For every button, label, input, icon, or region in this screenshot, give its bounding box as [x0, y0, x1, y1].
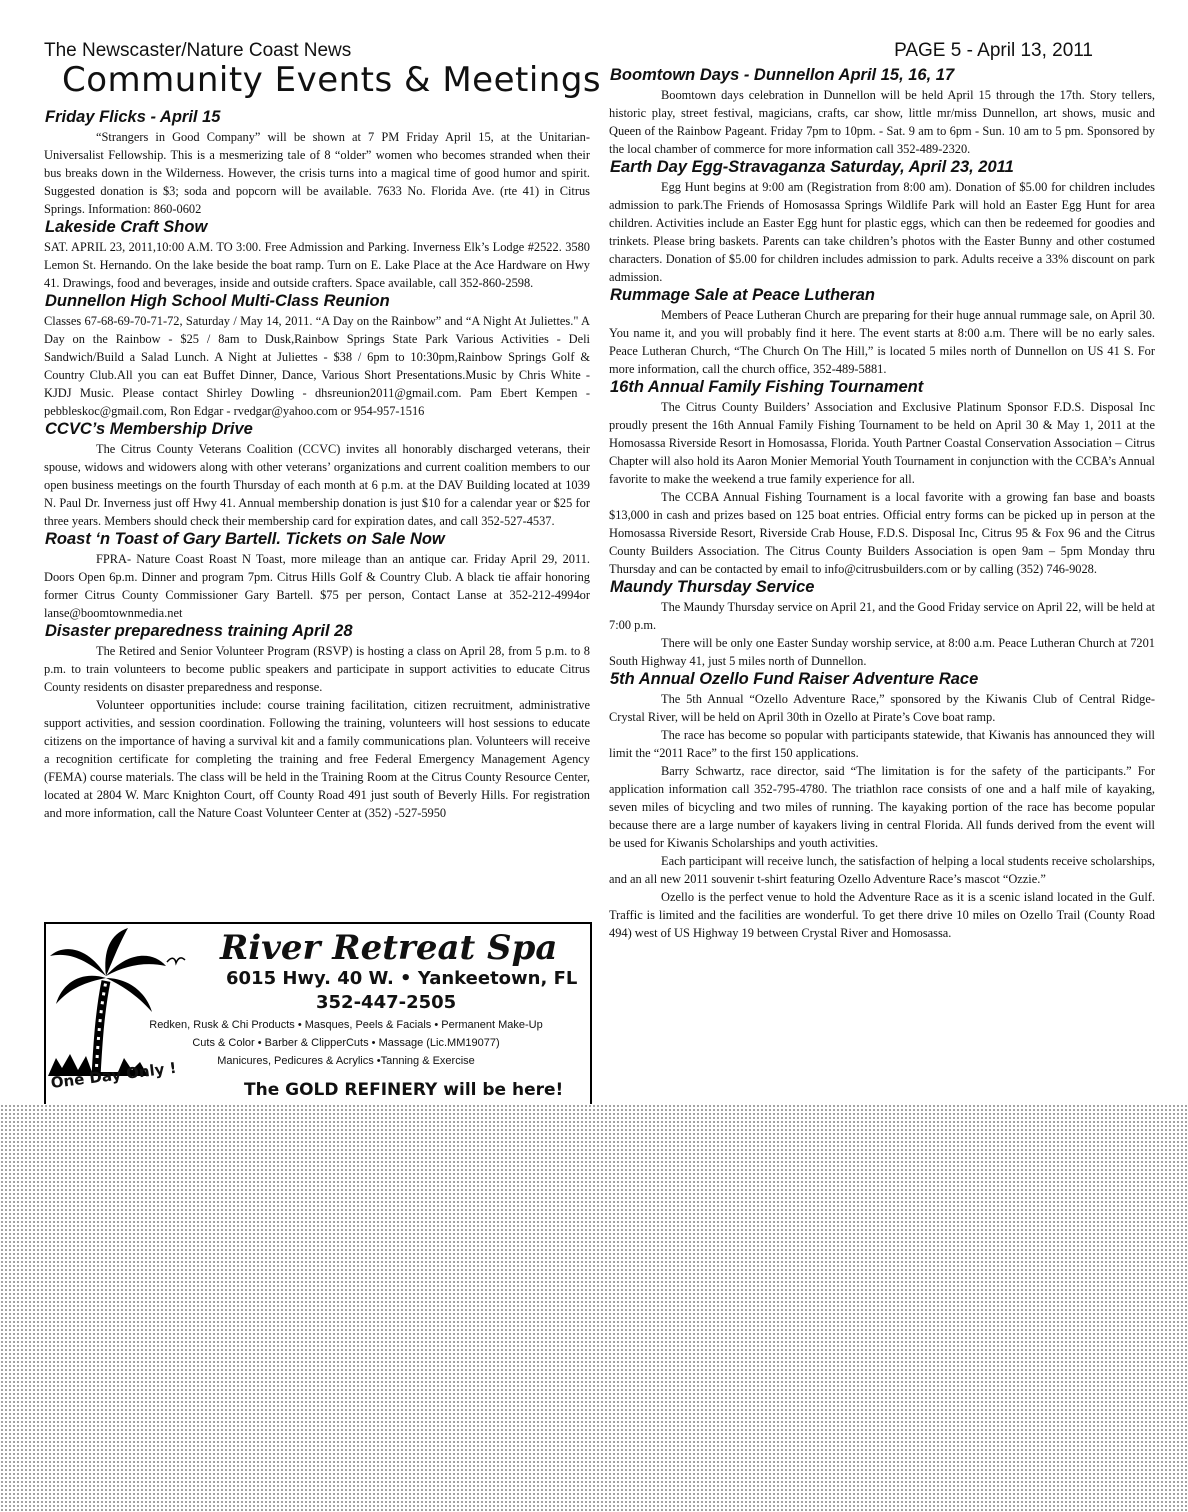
- palm-tree-icon: [48, 926, 173, 1076]
- article-body: The race has become so popular with participants statewide, that Kiwanis has announced they will limit the “2011 Race” to the first 150 applications.: [609, 728, 1155, 760]
- article-body: Ozello is the perfect venue to hold the Adventure Race as it is a scenic island located in the Gulf. Traffic is limited and the facilities are wonderful. To get there drive 10 miles on Ozello Trail (County Road 494) west of US Highway 19 between Crystal River and Homosassa.: [609, 890, 1155, 940]
- dotted-overlay: [0, 1104, 1188, 1512]
- article-ccvc-membership: [44, 420, 590, 530]
- ad-services-line: Redken, Rusk & Chi Products • Masques, Peels & Facials • Permanent Make-Up: [149, 1019, 543, 1031]
- left-column: [44, 108, 590, 822]
- article-title: 5th Annual Ozello Fund Raiser Adventure Race: [610, 670, 979, 688]
- ad-one-day-only: One Day Only !: [49, 1058, 178, 1092]
- article-title: Disaster preparedness training April 28: [45, 622, 353, 640]
- ad-phone: 352-447-2505: [316, 992, 457, 1013]
- article-body: The Citrus County Builders’ Association and Exclusive Platinum Sponsor F.D.S. Disposal Inc proudly present the 16th Annual Family Fishing Tournament to be held on April 30 & May 1, 2011 at the Homosassa Riverside Resort in Homosassa, Florida. Youth Partner Coastal Conservation Association – Citrus Chapter will also hold its Aaron Monier Memorial Youth Tournament in conjunction with the CCBA’s Annual favorite to make the weekend a true family experience for all.: [609, 400, 1155, 486]
- article-body: Barry Schwartz, race director, said “The limitation is for the safety of the participants.” For application information call 352-795-4780. The triathlon race consists of one and a half mile of kayaking, seven miles of bicycling and two miles of running. The kayaking portion of the race has become popular because there are a large number of kayakers living in central Florida. All funds derived from the event will be used for Kiwanis Scholarships and youth activities.: [609, 764, 1155, 850]
- article-title: Roast ‘n Toast of Gary Bartell. Tickets on Sale Now: [45, 530, 445, 548]
- page-info: PAGE 5 - April 13, 2011: [894, 40, 1093, 61]
- article-title: Earth Day Egg-Stravaganza Saturday, April 23, 2011: [610, 158, 1014, 176]
- article-title: Rummage Sale at Peace Lutheran: [610, 286, 876, 304]
- article-body: “Strangers in Good Company” will be shown at 7 PM Friday April 15, at the Unitarian-Universalist Fellowship. This is a mesmerizing tale of 8 “older” women who becomes stranded when their bus breaks down in the Wilderness. However, the crisis turns into a magical time of good humor and spirit. Suggested donation is $3; soda and popcorn will be available. 7633 No. Florida Ave. (rte 41) in Citrus Springs. Information: 860-0602: [44, 130, 590, 216]
- article-title: Maundy Thursday Service: [610, 578, 815, 596]
- section-title: Community Events & Meetings: [62, 60, 602, 100]
- article-body: The Citrus County Veterans Coalition (CCVC) invites all honorably discharged veterans, their spouse, widows and widowers along with other veterans’ organizations and current coalition members to our open business meetings on the fourth Thursday of each month at 6 p.m. at the DAV Building located at 1039 N. Paul Dr. Inverness just off Hwy 41. Annual membership donation is just $10 for a calendar year or $25 for three years. Members should check their membership card for expiration dates, and call 352-527-4537.: [44, 442, 590, 528]
- ad-spa-name: River Retreat Spa: [220, 928, 558, 968]
- article-ozello-race: [609, 670, 1155, 942]
- article-title: Lakeside Craft Show: [45, 218, 208, 236]
- ad-address: 6015 Hwy. 40 W. • Yankeetown, FL: [226, 968, 578, 989]
- article-title: 16th Annual Family Fishing Tournament: [610, 378, 924, 396]
- seagull-icon: [166, 954, 186, 970]
- article-earth-day-egg: [609, 158, 1155, 286]
- ad-services-line: Cuts & Color • Barber & ClipperCuts • Massage (Lic.MM19077): [192, 1037, 500, 1049]
- article-fishing-tournament: [609, 378, 1155, 578]
- spa-advertisement: [44, 922, 592, 1116]
- article-body: The CCBA Annual Fishing Tournament is a local favorite with a growing fan base and boasts $13,000 in cash and prizes based on 125 boat entries. Official entry forms can be picked up in person at the Homosassa Riverside Resort, Riverside Crab House, F.D.S. Disposal Inc, Citrus 95 & Fox 96 and the Citrus County Builders Association. The Citrus County Builders Association is open 9am – 5pm Monday thru Thursday and can be contacted by email to info@citrusbuilders.com or by calling (352) 746-9028.: [609, 490, 1155, 576]
- article-body: Boomtown days celebration in Dunnellon will be held April 15 through the 17th. Story tellers, historic play, street festival, magicians, crafts, car show, little mr/miss Dunnellon, art shows, music and Queen of the Rainbow Pageant. Friday 7pm to 10pm. - Sat. 9 am to 6pm - Sun. 10 am to 5 pm. Sponsored by the local chamber of commerce for more information call 352-489-2320.: [609, 88, 1155, 156]
- article-title: Boomtown Days - Dunnellon April 15, 16, 17: [610, 66, 955, 84]
- article-title: Friday Flicks - April 15: [45, 108, 221, 126]
- article-body: Classes 67-68-69-70-71-72, Saturday / May 14, 2011. “A Day on the Rainbow” and “A Night At Juliettes." A Day on the Rainbow - $25 / 8am to Dusk,Rainbow Springs State Park Various Activities - Deli Sandwich/Build a Salad Lunch. A Night at Juliettes - $38 / 6pm to 10:30pm,Rainbow Springs Golf & Country Club.All you can eat Buffet Dinner, Dance, Various Short Presentations.Music by Chris White - KJDJ Music. Please contact Shirley Dowling - dhsreunion2011@gmail.com. Pam Ebert Kempen - pebbleskoc@gmail.com, Ron Edgar - rvedgar@yahoo.com or 954-957-1516: [44, 314, 590, 418]
- article-body: The Maundy Thursday service on April 21, and the Good Friday service on April 22, will be held at 7:00 p.m.: [609, 600, 1155, 632]
- ad-services-line: Manicures, Pedicures & Acrylics •Tanning & Exercise: [217, 1055, 475, 1067]
- publication-name: The Newscaster/Nature Coast News: [44, 40, 352, 61]
- article-title: CCVC’s Membership Drive: [45, 420, 253, 438]
- article-rummage-sale: [609, 286, 1155, 378]
- article-body: FPRA- Nature Coast Roast N Toast, more mileage than an antique car. Friday April 29, 2011. Doors Open 6p.m. Dinner and program 7pm. Citrus Hills Golf & Country Club. A black tie affair honoring former Citrus County Commissioner Gary Bartell. $75 per person, Contact Lanse at 352-212-4994or lanse@boomtownmedia.net: [44, 552, 590, 620]
- article-maundy-thursday: [609, 578, 1155, 670]
- article-dunnellon-reunion: [44, 292, 590, 420]
- article-disaster-preparedness: [44, 622, 590, 822]
- article-friday-flicks: [44, 108, 590, 218]
- article-body: The 5th Annual “Ozello Adventure Race,” sponsored by the Kiwanis Club of Central Ridge-Crystal River, will be held on April 30th in Ozello at Pirate’s Cove boat ramp.: [609, 692, 1155, 724]
- article-body: Volunteer opportunities include: course training facilitation, citizen recruitment, administrative support activities, and session coordination. Following the training, volunteers will host sessions to educate citizens on the importance of having a survival kit and a family communications plan. Volunteers will receive a recognition certificate for completing the training and free Federal Emergency Management Agency (FEMA) course materials. The class will be held in the Training Room at the Citrus County Resource Center, located at 2804 W. Marc Knighton Court, off County Road 491 just south of Beverly Hills. For registration and more information, call the Nature Coast Volunteer Center at (352) -527-5950: [44, 698, 590, 820]
- article-body: The Retired and Senior Volunteer Program (RSVP) is hosting a class on April 28, from 5 p.m. to 8 p.m. to train volunteers to become public speakers and participate in support activities to educate Citrus County residents on disaster preparedness and response.: [44, 644, 590, 694]
- article-title: Dunnellon High School Multi-Class Reunion: [45, 292, 390, 310]
- article-roast-n-toast: [44, 530, 590, 622]
- right-column: [609, 66, 1155, 942]
- article-lakeside-craft-show: [44, 218, 590, 292]
- article-body: There will be only one Easter Sunday worship service, at 8:00 a.m. Peace Lutheran Church at 7201 South Highway 41, just 5 miles north of Dunnellon.: [609, 636, 1155, 668]
- article-body: Members of Peace Lutheran Church are preparing for their huge annual rummage sale, on April 30. You name it, and you will probably find it here. The event starts at 8:00 a.m. There will be no early sales. Peace Lutheran Church, “The Church On The Hill,” is located 5 miles north of Dunnellon on US 41 S. For more information, call the church office, 352-489-5881.: [609, 308, 1155, 376]
- article-body: Egg Hunt begins at 9:00 am (Registration from 8:00 am). Donation of $5.00 for children includes admission to park.The Friends of Homosassa Springs Wildlife Park will hold an Easter Egg Hunt for area children. Activities include an Easter Egg hunt for plastic eggs, which can then be redeemed for goodies and trinkets. Please bring baskets. Parents can take children’s photos with the Easter Bunny and other costumed characters. Donation of $5.00 for children includes admission to park. Adults receive a 33% discount on park admission.: [609, 180, 1155, 284]
- ad-gold-refinery: The GOLD REFINERY will be here!: [244, 1080, 564, 1100]
- article-body: SAT. APRIL 23, 2011,10:00 A.M. TO 3:00. Free Admission and Parking. Inverness Elk’s Lodge #2522. 3580 Lemon St. Hernando. On the lake beside the boat ramp. Turn on E. Lake Place at the Ace Hardware on Hwy 41. Drawings, food and beverages, inside and outside crafters. Space available, call 352-860-2598.: [44, 240, 590, 290]
- article-body: Each participant will receive lunch, the satisfaction of helping a local students receive scholarships, and an all new 2011 souvenir t-shirt featuring Ozello Adventure Race’s mascot “Ozzie.”: [609, 854, 1155, 886]
- article-boomtown-days: [609, 66, 1155, 158]
